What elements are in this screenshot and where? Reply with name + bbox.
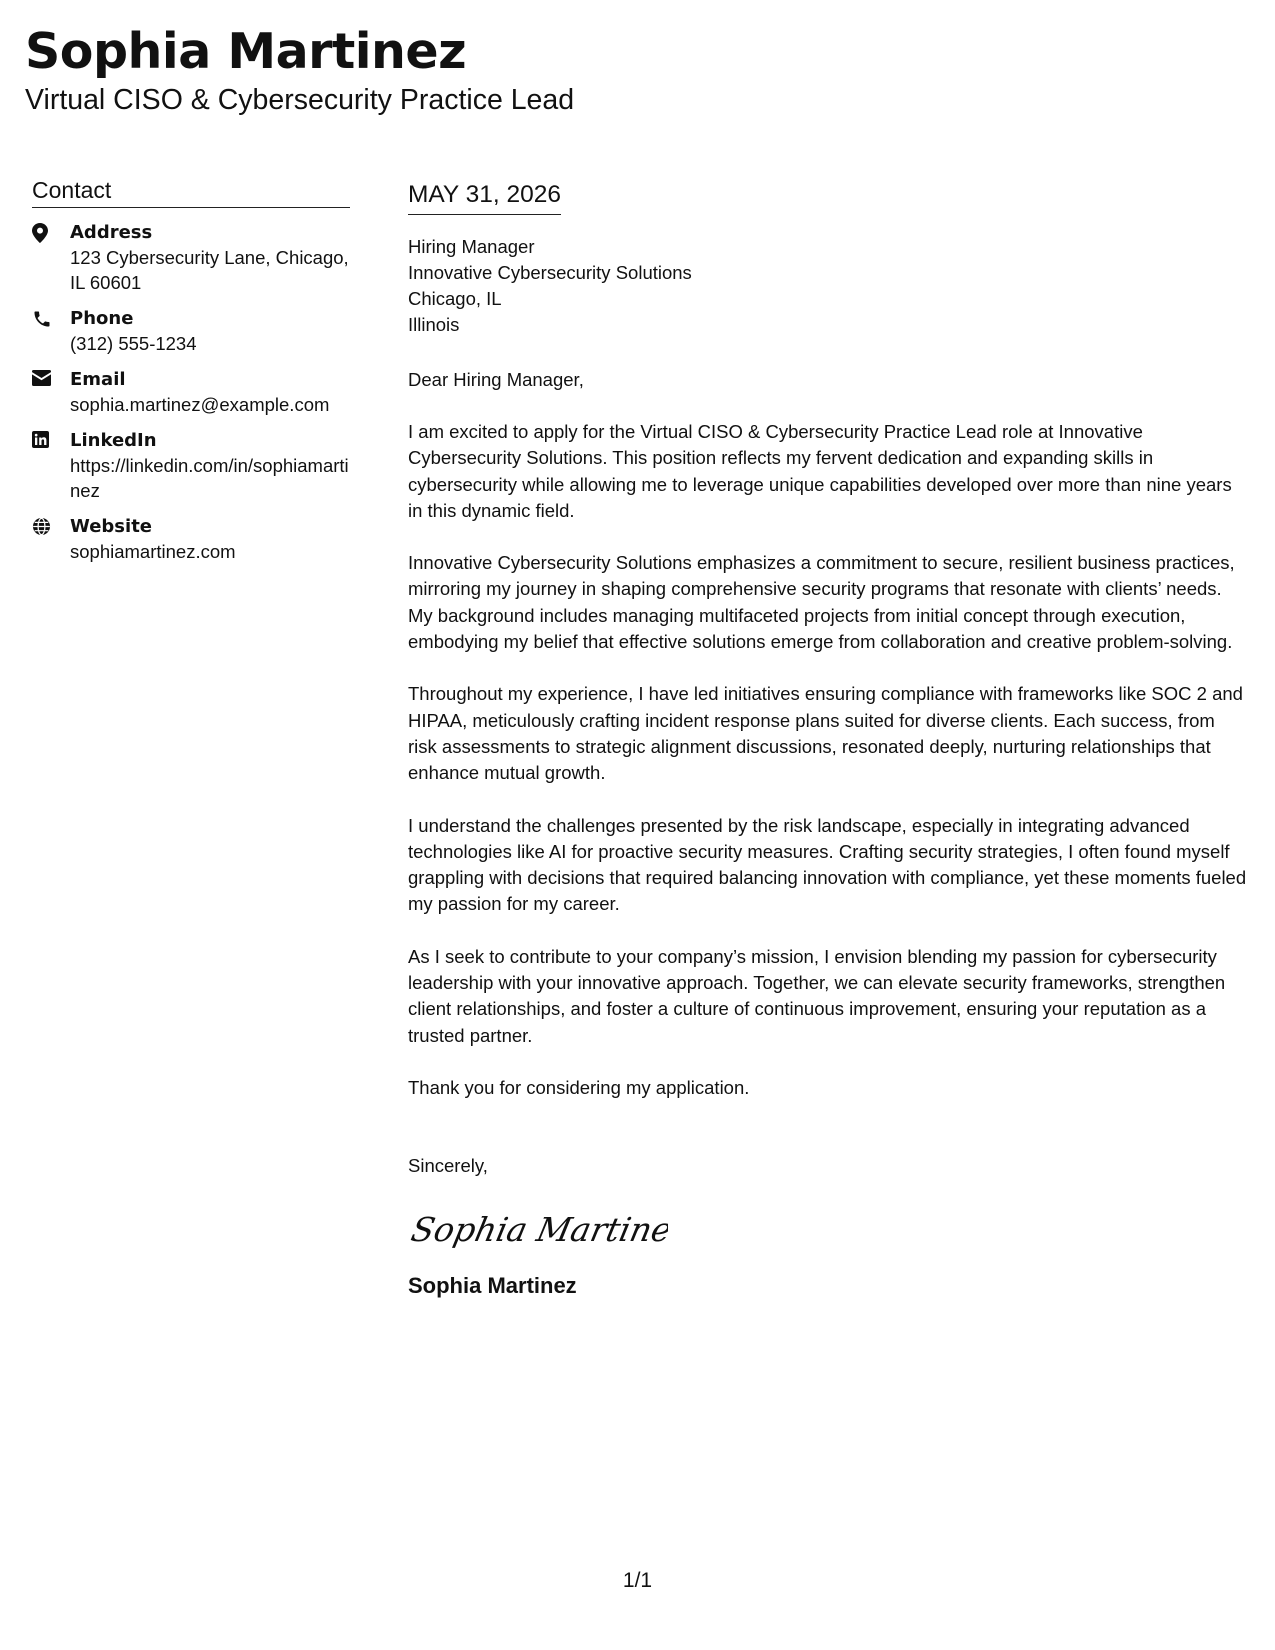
recipient-block <box>408 234 1248 338</box>
paragraph: I am excited to apply for the Virtual CISO & Cybersecurity Practice Lead role at Innovative Cybersecurity Solutions. This position reflects my fervent dedication and expanding skills in cybersecurity while allowing me to leverage unique capabilities developed over more than nine years in this dynamic field. <box>408 421 1232 521</box>
contact-title: Contact <box>32 175 350 208</box>
recipient-line: Innovative Cybersecurity Solutions <box>408 262 692 283</box>
contact-item-linkedin <box>32 428 350 503</box>
header <box>25 22 574 118</box>
salutation: Dear Hiring Manager, <box>408 369 584 390</box>
letter-body <box>408 178 1248 1301</box>
contact-item-address <box>32 220 350 295</box>
recipient-line: Illinois <box>408 314 460 335</box>
letter-date: MAY 31, 2026 <box>408 178 561 215</box>
contact-item-phone <box>32 306 350 356</box>
website-value[interactable]: sophiamartinez.com <box>70 541 236 562</box>
handwritten-signature <box>408 1201 1248 1257</box>
recipient-line: Hiring Manager <box>408 236 535 257</box>
contact-item-email <box>32 367 350 417</box>
contact-sidebar <box>32 175 350 575</box>
applicant-name: Sophia Martinez <box>25 23 467 80</box>
paragraph: Thank you for considering my application. <box>408 1076 750 1098</box>
phone-icon <box>32 306 70 356</box>
paragraph: As I seek to contribute to your company’s mission, I envision blending my passion for cybersecurity leadership with your innovative approach. Together, we can elevate security frameworks, strengthen client relationships, and foster a culture of continuous improvement, ensuring your reputation as a trusted partner. <box>408 945 1226 1046</box>
page-number: 1/1 <box>622 1569 653 1592</box>
contact-item-website <box>32 514 350 564</box>
paragraph: Innovative Cybersecurity Solutions emphasizes a commitment to secure, resilient business practices, mirroring my journey in shaping comprehensive security programs that resonate with clients’ needs. My background includes managing multifaceted projects from initial concept through execution, embodying my belief that effective solutions emerge from collaboration and creative problem-solving. <box>408 552 1235 653</box>
linkedin-icon <box>32 428 70 503</box>
email-value[interactable]: sophia.martinez@example.com <box>70 394 330 415</box>
linkedin-value[interactable]: https://linkedin.com/in/sophiamartinez <box>70 455 349 501</box>
applicant-role: Virtual CISO & Cybersecurity Practice Lead <box>25 84 575 116</box>
recipient-line: Chicago, IL <box>408 288 502 309</box>
signature-text: Sophia Martinez <box>408 1210 668 1250</box>
paragraph: Throughout my experience, I have led initiatives ensuring compliance with frameworks like SOC 2 and HIPAA, meticulously crafting incident response plans suited for diverse clients. Each success, from risk assessments to strategic alignment discussions, resonated deeply, nurturing relationships that enhance mutual growth. <box>408 683 1243 784</box>
map-pin-icon <box>32 220 70 295</box>
globe-icon <box>32 514 70 564</box>
paragraph: I understand the challenges presented by the risk landscape, especially in integrating advanced technologies like AI for proactive security measures. Crafting security strategies, I often found myself grappling with decisions that required balancing innovation with compliance, yet these moments fueled my passion for my career. <box>408 814 1247 915</box>
contact-label: LinkedIn <box>70 430 157 451</box>
contact-label: Address <box>70 222 153 243</box>
phone-value: (312) 555-1234 <box>70 333 197 354</box>
envelope-icon <box>32 367 70 417</box>
contact-label: Website <box>70 516 153 537</box>
contact-label: Phone <box>70 308 134 329</box>
signed-name: Sophia Martinez <box>408 1273 577 1299</box>
closing: Sincerely, <box>408 1155 488 1177</box>
address-value: 123 Cybersecurity Lane, Chicago, IL 60601 <box>70 247 349 293</box>
contact-label: Email <box>70 369 126 390</box>
